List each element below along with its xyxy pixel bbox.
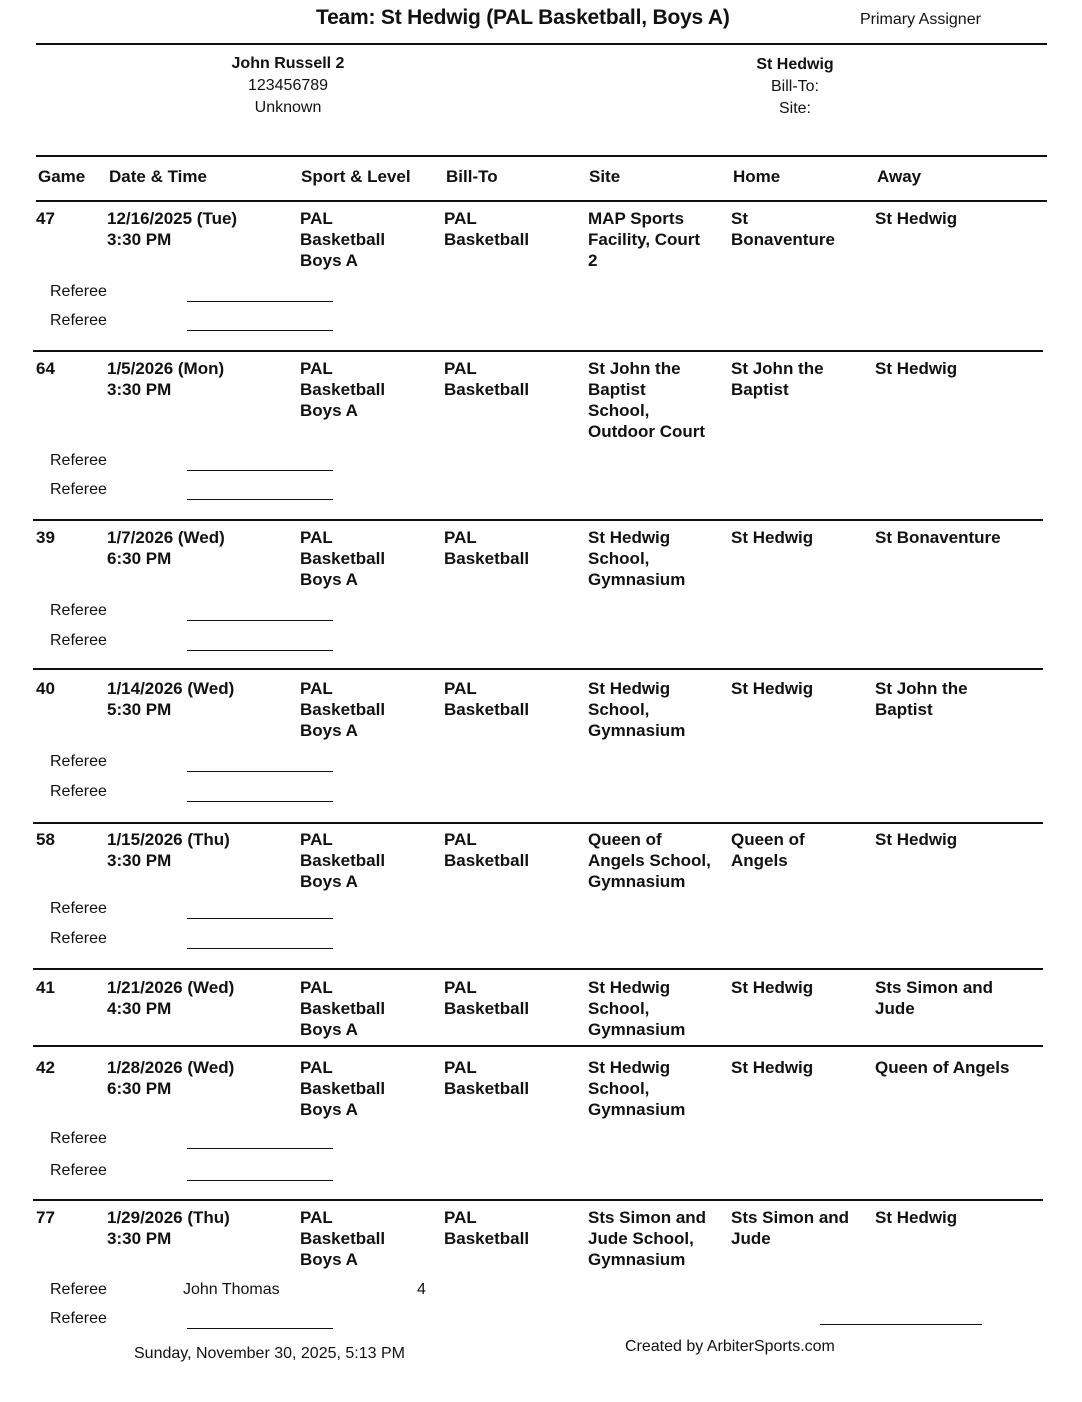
game-site: [588, 527, 728, 590]
game-home-team-line: St Hedwig: [731, 978, 814, 997]
game-sport-level-line: Boys A: [300, 251, 358, 270]
game-site-line: Outdoor Court: [588, 422, 706, 441]
official-role: Referee: [50, 753, 107, 770]
game-number: 77: [36, 1208, 55, 1227]
game-sport-level-line: Boys A: [300, 721, 358, 740]
official-role: Referee: [50, 1281, 107, 1298]
game-home-team-line: St: [731, 209, 748, 228]
game-site: [588, 208, 728, 271]
game-site-line: St Hedwig: [588, 978, 671, 997]
game-home-team: [731, 208, 871, 250]
game-sport-level: [300, 527, 440, 590]
game-home-team: [731, 358, 871, 400]
game-sport-level-line: Boys A: [300, 570, 358, 589]
official-id: 123456789: [247, 77, 329, 94]
game-number: 41: [36, 978, 55, 997]
game-site: [588, 1057, 728, 1120]
game-site-line: MAP Sports: [588, 209, 685, 228]
official-info: [188, 53, 388, 119]
game-away-team-line: St Hedwig: [875, 1208, 958, 1227]
assigner-label: Primary Assigner: [860, 11, 981, 28]
team-info: [715, 54, 875, 120]
game-datetime: [107, 358, 224, 400]
game-sport-level-line: PAL: [300, 679, 333, 698]
game-date: 1/21/2026 (Wed): [107, 978, 235, 997]
signature-line: [187, 650, 333, 651]
game-sport-level: [300, 1057, 440, 1120]
game-bill-to-line: PAL: [444, 978, 477, 997]
game-time: 3:30 PM: [107, 851, 172, 870]
signature-line: [187, 1328, 333, 1329]
game-site-line: 2: [588, 251, 598, 270]
game-site-line: School,: [588, 700, 650, 719]
game-bill-to-line: PAL: [444, 1208, 477, 1227]
game-site-line: Gymnasium: [588, 1250, 686, 1269]
official-role: Referee: [50, 452, 107, 469]
game-bill-to: [444, 829, 584, 871]
official-status: Unknown: [254, 99, 322, 116]
game-away-team-line: Sts Simon and: [875, 978, 994, 997]
game-away-team-line: Baptist: [875, 700, 933, 719]
game-sport-level: [300, 977, 440, 1040]
game-bill-to: [444, 1207, 584, 1249]
game-date: 1/15/2026 (Thu): [107, 830, 230, 849]
official-name: John Thomas: [183, 1281, 280, 1298]
signature-line: [187, 1180, 333, 1181]
game-bill-to-line: Basketball: [444, 1079, 530, 1098]
game-time: 3:30 PM: [107, 380, 172, 399]
game-site-line: School,: [588, 549, 650, 568]
game-datetime: [107, 1207, 230, 1249]
official-role: Referee: [50, 312, 107, 329]
official-role: Referee: [50, 283, 107, 300]
game-site-line: School,: [588, 401, 650, 420]
col-header-game: Game: [38, 167, 86, 186]
game-home-team-line: St Hedwig: [731, 528, 814, 547]
game-home-team: [731, 1207, 871, 1249]
official-name: John Russell 2: [231, 55, 345, 72]
signature-line: [187, 801, 333, 802]
official-role: Referee: [50, 1310, 107, 1327]
game-bill-to-line: PAL: [444, 830, 477, 849]
game-number: 64: [36, 359, 55, 378]
game-away-team: [875, 1057, 1045, 1078]
game-sport-level: [300, 358, 440, 421]
game-sport-level: [300, 208, 440, 271]
game-date: 1/29/2026 (Thu): [107, 1208, 230, 1227]
game-away-team-line: St Hedwig: [875, 359, 958, 378]
official-role: Referee: [50, 1130, 107, 1147]
official-role: Referee: [50, 1162, 107, 1179]
game-away-team-line: St Hedwig: [875, 209, 958, 228]
page-title: Team: St Hedwig (PAL Basketball, Boys A): [316, 6, 730, 29]
game-site-line: Gymnasium: [588, 570, 686, 589]
game-bill-to-line: Basketball: [444, 230, 530, 249]
team-name: St Hedwig: [756, 56, 834, 73]
game-bill-to-line: Basketball: [444, 851, 530, 870]
game-number: 40: [36, 679, 55, 698]
game-site-line: St Hedwig: [588, 679, 671, 698]
game-number: 39: [36, 528, 55, 547]
game-sport-level-line: Boys A: [300, 401, 358, 420]
created-by: Created by ArbiterSports.com: [625, 1338, 835, 1355]
game-away-team: [875, 678, 1045, 720]
game-bill-to: [444, 358, 584, 400]
game-site-line: School,: [588, 1079, 650, 1098]
game-sport-level-line: PAL: [300, 1208, 333, 1227]
game-datetime: [107, 1057, 234, 1099]
col-header-sport: Sport & Level: [301, 167, 411, 186]
game-sport-level: [300, 829, 440, 892]
game-site-line: Gymnasium: [588, 1020, 686, 1039]
game-home-team-line: St Hedwig: [731, 1058, 814, 1077]
game-sport-level-line: Basketball: [300, 700, 386, 719]
row-divider: [33, 1045, 1043, 1047]
game-date: 12/16/2025 (Tue): [107, 209, 238, 228]
game-home-team: [731, 527, 871, 548]
game-site-line: Jude School,: [588, 1229, 694, 1248]
game-site-line: Facility, Court: [588, 230, 701, 249]
game-sport-level: [300, 678, 440, 741]
game-home-team-line: St Hedwig: [731, 679, 814, 698]
game-away-team: [875, 977, 1045, 1019]
row-divider: [33, 668, 1043, 670]
official-role: Referee: [50, 900, 107, 917]
game-datetime: [107, 208, 237, 250]
game-datetime: [107, 527, 225, 569]
game-time: 6:30 PM: [107, 1079, 172, 1098]
col-header-home: Home: [733, 167, 781, 186]
game-number: 47: [36, 209, 55, 228]
footer-rule: [820, 1324, 982, 1325]
col-header-billto: Bill-To: [446, 167, 498, 186]
game-sport-level-line: Basketball: [300, 999, 386, 1018]
game-bill-to-line: PAL: [444, 209, 477, 228]
row-divider: [33, 350, 1043, 352]
team-bill-to: Bill-To:: [770, 78, 819, 95]
game-site-line: Angels School,: [588, 851, 711, 870]
signature-line: [187, 301, 333, 302]
game-sport-level-line: PAL: [300, 528, 333, 547]
game-time: 5:30 PM: [107, 700, 172, 719]
row-divider: [33, 1199, 1043, 1201]
game-site-line: Gymnasium: [588, 721, 686, 740]
signature-line: [187, 1148, 333, 1149]
printed-timestamp: Sunday, November 30, 2025, 5:13 PM: [134, 1345, 405, 1362]
game-site: [588, 977, 728, 1040]
game-bill-to-line: Basketball: [444, 999, 530, 1018]
game-datetime: [107, 977, 234, 1019]
signature-line: [187, 771, 333, 772]
game-sport-level-line: PAL: [300, 359, 333, 378]
team-site: Site:: [778, 100, 811, 117]
game-bill-to-line: PAL: [444, 359, 477, 378]
game-home-team-line: Queen of: [731, 830, 805, 849]
top-divider: [36, 43, 1047, 45]
game-away-team: [875, 1207, 1045, 1228]
official-role: Referee: [50, 481, 107, 498]
game-home-team-line: Jude: [731, 1229, 771, 1248]
game-sport-level-line: Basketball: [300, 380, 386, 399]
col-header-site: Site: [589, 167, 621, 186]
signature-line: [187, 620, 333, 621]
game-date: 1/5/2026 (Mon): [107, 359, 225, 378]
game-away-team: [875, 208, 1045, 229]
game-site-line: St John the: [588, 359, 681, 378]
game-bill-to: [444, 977, 584, 1019]
game-datetime: [107, 829, 230, 871]
signature-line: [187, 918, 333, 919]
game-sport-level-line: Boys A: [300, 872, 358, 891]
game-bill-to: [444, 527, 584, 569]
game-sport-level-line: Boys A: [300, 1250, 358, 1269]
signature-line: [187, 948, 333, 949]
game-away-team-line: St John the: [875, 679, 968, 698]
game-site-line: Sts Simon and: [588, 1208, 707, 1227]
official-role: Referee: [50, 602, 107, 619]
game-sport-level-line: Basketball: [300, 1229, 386, 1248]
game-sport-level-line: PAL: [300, 1058, 333, 1077]
game-site-line: School,: [588, 999, 650, 1018]
game-site-line: St Hedwig: [588, 1058, 671, 1077]
game-away-team-line: St Bonaventure: [875, 528, 1001, 547]
col-header-datetime: Date & Time: [109, 167, 207, 186]
game-date: 1/28/2026 (Wed): [107, 1058, 235, 1077]
game-sport-level-line: Basketball: [300, 851, 386, 870]
game-date: 1/7/2026 (Wed): [107, 528, 225, 547]
signature-line: [187, 499, 333, 500]
game-away-team-line: Queen of Angels: [875, 1058, 1010, 1077]
game-time: 4:30 PM: [107, 999, 172, 1018]
row-divider: [33, 822, 1043, 824]
game-home-team-line: Bonaventure: [731, 230, 835, 249]
game-sport-level-line: PAL: [300, 830, 333, 849]
game-sport-level-line: Boys A: [300, 1020, 358, 1039]
game-away-team: [875, 358, 1045, 379]
game-bill-to: [444, 678, 584, 720]
header-top-divider: [36, 155, 1047, 157]
game-site: [588, 829, 728, 892]
game-datetime: [107, 678, 234, 720]
game-site-line: St Hedwig: [588, 528, 671, 547]
game-time: 6:30 PM: [107, 549, 172, 568]
game-home-team-line: Angels: [731, 851, 788, 870]
game-site-line: Queen of: [588, 830, 662, 849]
game-sport-level: [300, 1207, 440, 1270]
signature-line: [187, 330, 333, 331]
official-role: Referee: [50, 632, 107, 649]
game-sport-level-line: Basketball: [300, 230, 386, 249]
game-bill-to-line: PAL: [444, 1058, 477, 1077]
game-sport-level-line: PAL: [300, 978, 333, 997]
header-bottom-divider: [36, 200, 1047, 202]
official-role: Referee: [50, 930, 107, 947]
game-home-team: [731, 829, 871, 871]
game-sport-level-line: Basketball: [300, 549, 386, 568]
game-sport-level-line: PAL: [300, 209, 333, 228]
game-site: [588, 678, 728, 741]
signature-line: [187, 470, 333, 471]
game-number: 42: [36, 1058, 55, 1077]
game-bill-to-line: PAL: [444, 528, 477, 547]
game-away-team: [875, 829, 1045, 850]
game-sport-level-line: Boys A: [300, 1100, 358, 1119]
game-number: 58: [36, 830, 55, 849]
official-extra: 4: [417, 1281, 426, 1298]
game-away-team: [875, 527, 1045, 548]
game-site-line: Gymnasium: [588, 1100, 686, 1119]
game-bill-to-line: Basketball: [444, 549, 530, 568]
game-bill-to-line: Basketball: [444, 700, 530, 719]
row-divider: [33, 968, 1043, 970]
game-site-line: Baptist: [588, 380, 646, 399]
official-role: Referee: [50, 783, 107, 800]
game-bill-to: [444, 208, 584, 250]
game-site: [588, 1207, 728, 1270]
col-header-away: Away: [877, 167, 922, 186]
game-home-team: [731, 977, 871, 998]
game-site: [588, 358, 728, 442]
game-home-team-line: Sts Simon and: [731, 1208, 850, 1227]
game-home-team-line: Baptist: [731, 380, 789, 399]
game-home-team-line: St John the: [731, 359, 824, 378]
game-time: 3:30 PM: [107, 230, 172, 249]
game-sport-level-line: Basketball: [300, 1079, 386, 1098]
game-bill-to-line: Basketball: [444, 1229, 530, 1248]
game-away-team-line: St Hedwig: [875, 830, 958, 849]
game-time: 3:30 PM: [107, 1229, 172, 1248]
game-bill-to-line: PAL: [444, 679, 477, 698]
game-home-team: [731, 1057, 871, 1078]
game-home-team: [731, 678, 871, 699]
game-site-line: Gymnasium: [588, 872, 686, 891]
row-divider: [33, 519, 1043, 521]
game-date: 1/14/2026 (Wed): [107, 679, 235, 698]
game-bill-to: [444, 1057, 584, 1099]
game-bill-to-line: Basketball: [444, 380, 530, 399]
game-away-team-line: Jude: [875, 999, 915, 1018]
